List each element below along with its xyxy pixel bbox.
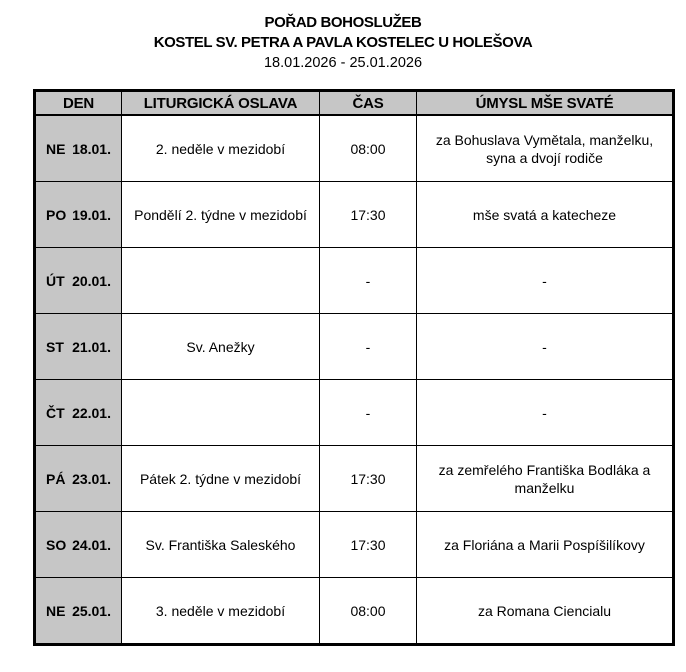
time-cell: 17:30 <box>320 446 417 512</box>
day-cell <box>35 578 122 645</box>
time-cell: 08:00 <box>320 578 417 645</box>
day-date: 21.01. <box>72 338 111 355</box>
day-cell <box>35 182 122 248</box>
intention-cell: mše svatá a katecheze <box>417 182 674 248</box>
intention-cell: za zemřelého Františka Bodláka a manželku <box>417 446 674 512</box>
time-cell: - <box>320 314 417 380</box>
time-cell: - <box>320 380 417 446</box>
day-cell <box>35 248 122 314</box>
col-header-den: DEN <box>35 91 122 116</box>
intention-cell: - <box>417 314 674 380</box>
day-date: 23.01. <box>72 470 111 487</box>
table-header-row <box>35 91 674 116</box>
day-code: ST <box>46 338 64 355</box>
document-header <box>0 0 686 73</box>
day-date: 22.01. <box>72 404 111 421</box>
table-row <box>35 182 674 248</box>
celebration-cell <box>122 248 320 314</box>
day-cell <box>35 446 122 512</box>
table-row <box>35 512 674 578</box>
day-cell <box>35 512 122 578</box>
date-range: 18.01.2026 - 25.01.2026 <box>263 55 423 71</box>
intention-cell: za Bohuslava Vymětala, manželku, syna a dvojí rodiče <box>417 115 674 182</box>
day-date: 25.01. <box>72 602 111 619</box>
time-cell: 17:30 <box>320 512 417 578</box>
time-cell: 17:30 <box>320 182 417 248</box>
celebration-cell: 3. neděle v mezidobí <box>122 578 320 645</box>
day-code: ÚT <box>46 272 65 289</box>
celebration-cell: Sv. Anežky <box>122 314 320 380</box>
time-cell: 08:00 <box>320 115 417 182</box>
schedule-table <box>33 89 675 646</box>
day-code: SO <box>46 536 67 553</box>
celebration-cell: Sv. Františka Saleského <box>122 512 320 578</box>
col-header-umysl-mse-svate: ÚMYSL MŠE SVATÉ <box>417 91 674 116</box>
day-cell <box>35 314 122 380</box>
day-date: 20.01. <box>72 272 111 289</box>
page-subtitle: KOSTEL SV. PETRA A PAVLA KOSTELEC U HOLEŠOVA <box>153 34 533 51</box>
intention-cell: za Floriána a Marii Pospíšilíkovy <box>417 512 674 578</box>
intention-cell: za Romana Ciencialu <box>417 578 674 645</box>
table-row <box>35 578 674 645</box>
celebration-cell: Pondělí 2. týdne v mezidobí <box>122 182 320 248</box>
table-row <box>35 380 674 446</box>
col-header-liturgicka-oslava: LITURGICKÁ OSLAVA <box>122 91 320 116</box>
table-row <box>35 446 674 512</box>
table-row <box>35 314 674 380</box>
celebration-cell <box>122 380 320 446</box>
page-title: POŘAD BOHOSLUŽEB <box>264 14 422 31</box>
day-date: 19.01. <box>72 206 111 223</box>
table-row <box>35 115 674 182</box>
day-code: NE <box>46 602 66 619</box>
day-date: 18.01. <box>72 140 111 157</box>
day-code: ČT <box>46 404 65 421</box>
day-code: PÁ <box>46 470 66 487</box>
col-header-cas: ČAS <box>320 91 417 116</box>
day-code: NE <box>46 140 66 157</box>
day-date: 24.01. <box>72 536 111 553</box>
celebration-cell: Pátek 2. týdne v mezidobí <box>122 446 320 512</box>
intention-cell: - <box>417 380 674 446</box>
intention-cell: - <box>417 248 674 314</box>
day-cell <box>35 380 122 446</box>
day-code: PO <box>46 206 67 223</box>
time-cell: - <box>320 248 417 314</box>
day-cell <box>35 115 122 182</box>
celebration-cell: 2. neděle v mezidobí <box>122 115 320 182</box>
table-row <box>35 248 674 314</box>
